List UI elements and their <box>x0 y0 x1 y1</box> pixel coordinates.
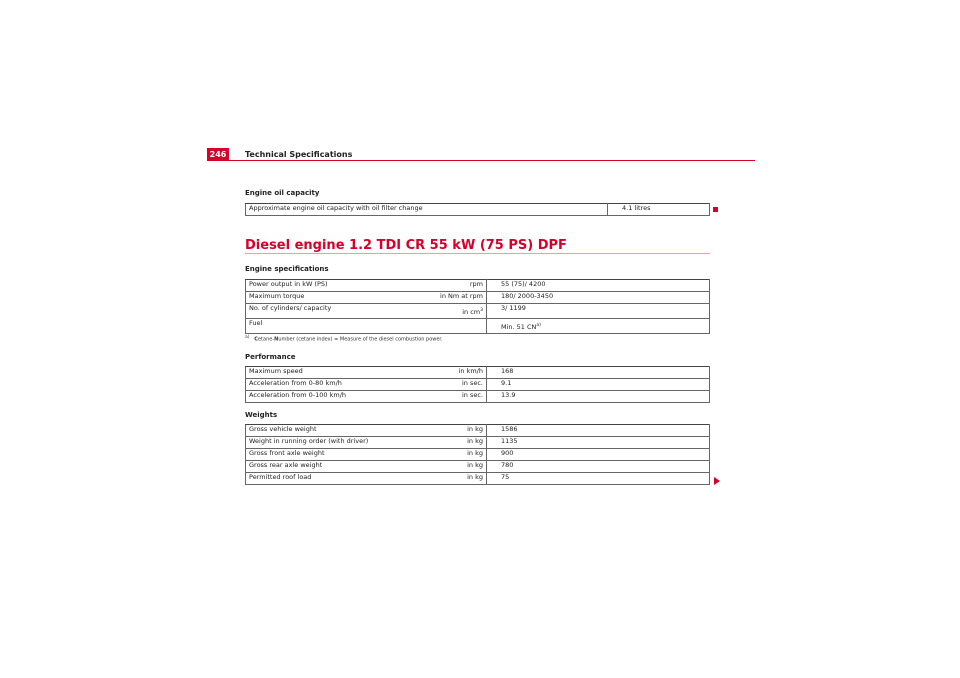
row-label: Power output in kW (PS) <box>246 280 411 292</box>
section-rule <box>245 253 710 254</box>
row-label: Gross front axle weight <box>246 449 411 461</box>
table-row <box>246 425 710 437</box>
row-value: 13.9 <box>487 391 710 403</box>
table-row <box>246 391 710 403</box>
page-number: 246 <box>207 148 229 161</box>
row-unit: in km/h <box>410 367 487 379</box>
row-value: 180/ 2000-3450 <box>487 292 710 304</box>
table-row <box>246 367 710 379</box>
row-value: 900 <box>487 449 710 461</box>
table-row <box>246 473 710 485</box>
table-row <box>246 304 710 319</box>
weights-table <box>245 424 710 485</box>
engine-heading: Engine specifications <box>245 265 329 273</box>
table-row <box>246 461 710 473</box>
footnote <box>245 335 443 343</box>
next-page-arrow-icon[interactable] <box>714 477 720 485</box>
performance-heading: Performance <box>245 353 296 361</box>
table-row <box>246 379 710 391</box>
table-row <box>246 319 710 334</box>
row-label: Acceleration from 0-80 km/h <box>246 379 411 391</box>
row-value: 9.1 <box>487 379 710 391</box>
footnote-mid: etane- <box>257 336 275 343</box>
section-end-marker <box>713 207 718 212</box>
row-label: No. of cylinders/ capacity <box>246 304 411 319</box>
row-value: 75 <box>487 473 710 485</box>
row-unit <box>410 319 487 334</box>
header-rule <box>207 160 755 161</box>
row-value: 168 <box>487 367 710 379</box>
row-unit <box>410 304 487 319</box>
table-row <box>246 437 710 449</box>
row-label: Acceleration from 0-100 km/h <box>246 391 411 403</box>
value-superscript: a) <box>536 323 541 328</box>
row-label: Maximum torque <box>246 292 411 304</box>
row-unit: in kg <box>410 449 487 461</box>
row-unit: rpm <box>410 280 487 292</box>
footnote-marker: a) <box>245 335 250 340</box>
unit-superscript: 3 <box>480 308 483 313</box>
section-title: Diesel engine 1.2 TDI CR 55 kW (75 PS) DPF <box>245 238 567 253</box>
row-label: Permitted roof load <box>246 473 411 485</box>
footnote-c: C <box>254 336 258 343</box>
oil-heading: Engine oil capacity <box>245 189 320 197</box>
footnote-n: N <box>274 336 279 343</box>
row-value: 780 <box>487 461 710 473</box>
row-unit: in kg <box>410 473 487 485</box>
page-header-title: Technical Specifications <box>245 150 353 159</box>
row-label: Weight in running order (with driver) <box>246 437 411 449</box>
row-label: Gross rear axle weight <box>246 461 411 473</box>
oil-table <box>245 203 710 216</box>
row-unit: in kg <box>410 461 487 473</box>
row-label: Fuel <box>246 319 411 334</box>
row-label: Maximum speed <box>246 367 411 379</box>
row-value <box>487 319 710 334</box>
footnote-rest: umber (cetane index) = Measure of the diesel combustion power. <box>278 336 443 343</box>
engine-table <box>245 279 710 334</box>
row-unit: in Nm at rpm <box>410 292 487 304</box>
table-row <box>246 292 710 304</box>
row-value: 4.1 litres <box>608 204 710 216</box>
row-value: 3/ 1199 <box>487 304 710 319</box>
table-row <box>246 449 710 461</box>
row-unit: in kg <box>410 425 487 437</box>
table-row <box>246 280 710 292</box>
unit-text: in cm <box>462 308 481 317</box>
row-value: 1586 <box>487 425 710 437</box>
row-unit: in sec. <box>410 391 487 403</box>
row-value: 55 (75)/ 4200 <box>487 280 710 292</box>
table-row <box>246 204 710 216</box>
row-label: Approximate engine oil capacity with oil filter change <box>246 204 608 216</box>
performance-table <box>245 366 710 403</box>
row-unit: in kg <box>410 437 487 449</box>
row-unit: in sec. <box>410 379 487 391</box>
row-value: 1135 <box>487 437 710 449</box>
weights-heading: Weights <box>245 411 278 419</box>
row-label: Gross vehicle weight <box>246 425 411 437</box>
value-text: Min. 51 CN <box>501 323 537 332</box>
